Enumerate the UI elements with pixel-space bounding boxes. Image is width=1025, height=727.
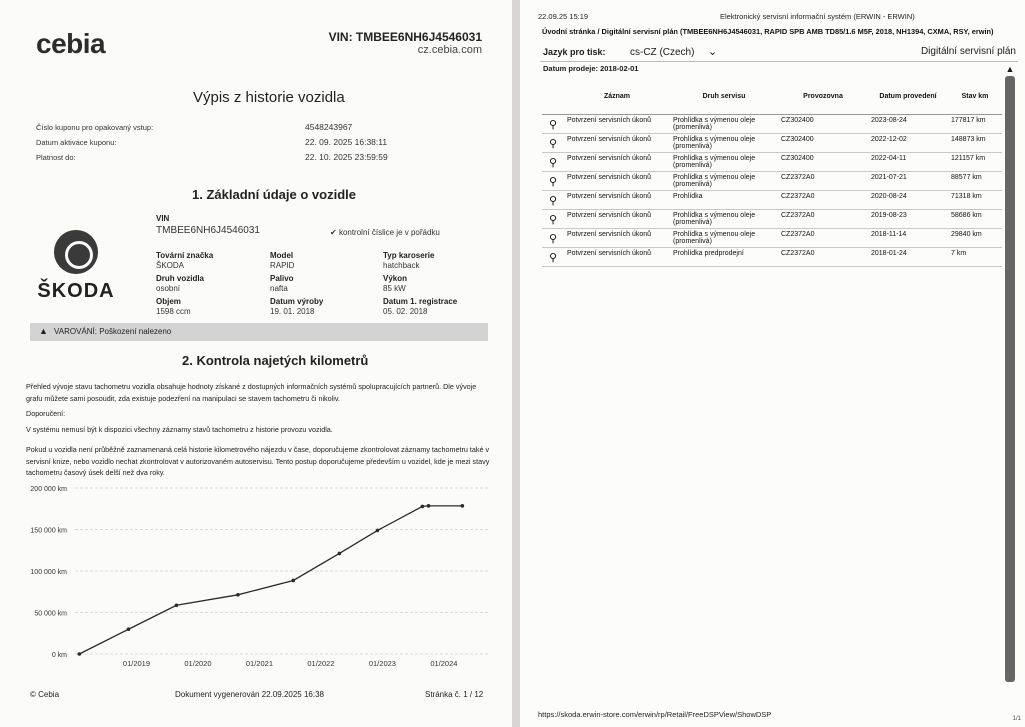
workshop-cell: CZ302400 xyxy=(778,152,868,171)
x-tick-label: 01/2022 xyxy=(307,659,335,668)
km-cell: 148873 km xyxy=(948,133,1002,152)
odometer-data-point xyxy=(338,552,342,556)
workshop-cell: CZ2372A0 xyxy=(778,228,868,247)
field-value: 19. 01. 2018 xyxy=(270,307,315,316)
field-label: Výkon xyxy=(383,274,408,283)
table-row[interactable] xyxy=(542,171,1002,190)
odometer-data-point xyxy=(291,579,295,583)
search-icon[interactable]: ⚲ xyxy=(542,247,564,266)
language-bar xyxy=(540,44,1018,62)
column-header: Provozovna xyxy=(778,80,868,114)
x-tick-label: 01/2024 xyxy=(430,659,458,668)
column-header: Záznam xyxy=(564,80,670,114)
record-cell: Potvrzení servisních úkonů xyxy=(564,228,670,247)
workshop-cell: CZ302400 xyxy=(778,114,868,133)
intro-paragraph: Přehled vývoje stavu tachometru vozidla obsahuje hodnoty získané z dostupných informačních systémů spolupracujících partnerů. Dle vývoje grafu můžete sami posoudit, zda existuje podezření na manipulaci se stavem tachometru či nikoliv. xyxy=(26,382,477,403)
date-cell: 2022-12-02 xyxy=(868,133,948,152)
date-cell: 2021-07-21 xyxy=(868,171,948,190)
service-table xyxy=(542,80,1002,267)
column-header: Datum provedení xyxy=(868,80,948,114)
odometer-data-point xyxy=(376,529,380,533)
language-select[interactable]: cs-CZ (Czech) xyxy=(630,47,695,58)
activation-value: 22. 09. 2025 16:38:11 xyxy=(305,137,388,147)
x-tick-label: 01/2021 xyxy=(245,659,274,668)
record-cell: Potvrzení servisních úkonů xyxy=(564,171,670,190)
record-cell: Potvrzení servisních úkonů xyxy=(564,114,670,133)
search-icon[interactable]: ⚲ xyxy=(542,152,564,171)
field-value: RAPID xyxy=(270,261,295,270)
section-basic-data: 1. Základní údaje o vozidle xyxy=(192,187,356,202)
checkmark-icon: ✔ xyxy=(330,228,337,237)
x-tick-label: 01/2023 xyxy=(368,659,396,668)
odometer-data-point xyxy=(421,505,425,509)
vin-header xyxy=(329,30,482,56)
service-type-cell: Prohlídka predprodejní xyxy=(670,247,778,266)
field-value: ŠKODA xyxy=(156,261,185,270)
date-cell: 2018-01-24 xyxy=(868,247,948,266)
field-label: Typ karoserie xyxy=(383,251,435,260)
footer-page-number: Stránka č. 1 / 12 xyxy=(425,690,484,699)
vin-check-text: kontrolní číslice je v pořádku xyxy=(338,228,440,237)
km-cell: 121157 km xyxy=(948,152,1002,171)
field-label: Palivo xyxy=(270,274,294,283)
workshop-cell: CZ2372A0 xyxy=(778,209,868,228)
cebia-logo: cebia xyxy=(36,28,106,59)
record-cell: Potvrzení servisních úkonů xyxy=(564,152,670,171)
odometer-series-line xyxy=(79,506,462,654)
service-type-cell: Prohlídka s výmenou oleje (promenlivá) xyxy=(670,152,778,171)
workshop-cell: CZ2372A0 xyxy=(778,190,868,209)
page-url[interactable]: https://skoda.erwin-store.com/erwin/rp/Retail/FreeDSPView/ShowDSP xyxy=(538,710,772,719)
warning-icon: ▲ xyxy=(39,326,48,336)
y-tick-label: 150 000 km xyxy=(30,527,67,535)
cebia-report-page xyxy=(0,0,512,727)
system-name: Elektronický servisní informační systém (ERWIN - ERWIN) xyxy=(720,12,915,21)
odometer-data-point xyxy=(427,504,431,508)
damage-warning-bar xyxy=(30,323,488,341)
skoda-wordmark: ŠKODA xyxy=(37,280,115,302)
date-cell: 2023-08-24 xyxy=(868,114,948,133)
odometer-data-point xyxy=(78,652,82,656)
footer-generated: Dokument vygenerován 22.09.2025 16:38 xyxy=(175,690,324,699)
scrollbar-thumb[interactable] xyxy=(1005,76,1015,682)
page-count: 1/1 xyxy=(1012,716,1021,722)
table-row[interactable] xyxy=(542,209,1002,228)
column-header: Druh servisu xyxy=(670,80,778,114)
field-label: Datum 1. registrace xyxy=(383,297,458,306)
table-header xyxy=(542,80,1002,114)
odometer-data-point xyxy=(127,627,131,631)
y-tick-label: 0 km xyxy=(51,652,67,659)
vin-label: VIN xyxy=(156,214,170,223)
field-value: 85 kW xyxy=(383,284,406,293)
search-icon[interactable]: ⚲ xyxy=(542,114,564,133)
service-type-cell: Prohlídka s výmenou oleje (promenlivá) xyxy=(670,114,778,133)
search-icon[interactable]: ⚲ xyxy=(542,209,564,228)
coupon-value: 4548243967 xyxy=(305,122,353,132)
date-cell: 2022-04-11 xyxy=(868,152,948,171)
validity-label: Platnost do: xyxy=(36,153,76,162)
km-cell: 58686 km xyxy=(948,209,1002,228)
search-icon[interactable]: ⚲ xyxy=(542,133,564,152)
activation-label: Datum aktivace kuponu: xyxy=(36,138,117,147)
table-row[interactable] xyxy=(542,190,1002,209)
service-type-cell: Prohlídka s výmenou oleje (promenlivá) xyxy=(670,171,778,190)
field-label: Objem xyxy=(156,297,181,306)
workshop-cell: CZ2372A0 xyxy=(778,247,868,266)
field-value: nafta xyxy=(270,284,288,293)
search-icon[interactable]: ⚲ xyxy=(542,190,564,209)
date-cell: 2018-11-14 xyxy=(868,228,948,247)
service-type-cell: Prohlídka s výmenou oleje (promenlivá) xyxy=(670,209,778,228)
field-label: Tovární značka xyxy=(156,251,214,260)
advice-paragraph: Pokud u vozidla není průběžně zaznamenaná celá historie kilometrového nájezdu v čase, doporučujeme zkontrolovat záznamy tachometru také v servisní knize, nebo vozidlo nechat zkontrolovat v autorizovaném autoservisu. Tento postup doporučujeme především u vozidel, kde je mezi stavy tachometru časový úsek delší než dva roky. xyxy=(26,445,490,477)
plan-title: Digitální servisní plán xyxy=(920,46,1016,57)
field-value: 1598 ccm xyxy=(156,307,191,316)
site-url: cz.cebia.com xyxy=(417,44,482,56)
warning-text: VAROVÁNÍ: Poškození nalezeno xyxy=(54,327,172,336)
km-cell: 88577 km xyxy=(948,171,1002,190)
chevron-down-icon[interactable]: ⌄ xyxy=(708,46,718,58)
record-cell: Potvrzení servisních úkonů xyxy=(564,247,670,266)
workshop-cell: CZ302400 xyxy=(778,133,868,152)
recommendation-label: Doporučení: xyxy=(26,409,66,418)
workshop-cell: CZ2372A0 xyxy=(778,171,868,190)
service-type-cell: Prohlídka xyxy=(670,190,778,209)
table-row[interactable] xyxy=(542,247,1002,266)
recommendation-text: V systému nemusí být k dispozici všechny záznamy stavů tachometru z historie provozu vozidla. xyxy=(26,425,333,434)
sale-date: Datum prodeje: 2018-02-01 xyxy=(543,64,639,73)
record-cell: Potvrzení servisních úkonů xyxy=(564,190,670,209)
odometer-data-point xyxy=(461,504,465,508)
field-value: hatchback xyxy=(383,261,420,270)
erwin-service-plan-page xyxy=(520,0,1025,727)
column-header: Stav km xyxy=(948,80,1002,114)
field-label: Model xyxy=(270,251,294,260)
x-tick-label: 01/2019 xyxy=(122,659,151,668)
field-label: Druh vozidla xyxy=(156,274,205,283)
y-tick-label: 50 000 km xyxy=(34,610,67,618)
date-cell: 2020-08-24 xyxy=(868,190,948,209)
section-odometer: 2. Kontrola najetých kilometrů xyxy=(182,353,369,368)
km-cell: 29840 km xyxy=(948,228,1002,247)
record-cell: Potvrzení servisních úkonů xyxy=(564,133,670,152)
odometer-chart xyxy=(0,478,512,678)
validity-value: 22. 10. 2025 23:59:59 xyxy=(305,152,388,162)
vin-header-text: VIN: TMBEE6NH6J4546031 xyxy=(328,30,482,44)
date-cell: 2019-08-23 xyxy=(868,209,948,228)
service-type-cell: Prohlídka s výmenou oleje (promenlivá) xyxy=(670,228,778,247)
language-label: Jazyk pro tisk: xyxy=(543,47,606,57)
km-cell: 177817 km xyxy=(948,114,1002,133)
skoda-emblem-icon xyxy=(54,230,98,274)
y-tick-label: 100 000 km xyxy=(30,569,67,576)
skoda-logo xyxy=(26,230,126,303)
search-icon[interactable]: ⚲ xyxy=(542,171,564,190)
record-cell: Potvrzení servisních úkonů xyxy=(564,209,670,228)
icon-column-header xyxy=(542,80,564,114)
search-icon[interactable]: ⚲ xyxy=(542,228,564,247)
print-timestamp: 22.09.25 15:19 xyxy=(538,12,589,21)
report-title: Výpis z historie vozidla xyxy=(193,89,345,106)
field-value: 05. 02. 2018 xyxy=(383,307,428,316)
odometer-data-point xyxy=(175,603,179,607)
field-value: osobní xyxy=(156,284,181,293)
y-tick-label: 200 000 km xyxy=(30,486,67,493)
table-row[interactable] xyxy=(542,114,1002,133)
vin-value: TMBEE6NH6J4546031 xyxy=(156,225,260,236)
odometer-data-point xyxy=(236,593,240,597)
table-row[interactable] xyxy=(542,152,1002,171)
field-label: Datum výroby xyxy=(270,297,324,306)
km-cell: 71318 km xyxy=(948,190,1002,209)
scroll-up-icon[interactable]: ▲ xyxy=(1005,64,1015,74)
vin-check xyxy=(330,228,440,237)
x-tick-label: 01/2020 xyxy=(184,659,212,668)
table-row[interactable] xyxy=(542,228,1002,247)
coupon-label: Číslo kuponu pro opakovaný vstup: xyxy=(36,123,154,132)
service-type-cell: Prohlídka s výmenou oleje (promenlivá) xyxy=(670,133,778,152)
breadcrumb-title: Úvodní stránka / Digitální servisní plán (TMBEE6NH6J4546031, RAPID SPB AMB TD85/1.6 M5F, 2018, NH1394, CXMA, RSY, erwin) xyxy=(542,27,994,36)
km-cell: 7 km xyxy=(948,247,1002,266)
footer-copyright: © Cebia xyxy=(30,690,60,699)
scrollbar[interactable] xyxy=(1004,64,1016,694)
table-row[interactable] xyxy=(542,133,1002,152)
